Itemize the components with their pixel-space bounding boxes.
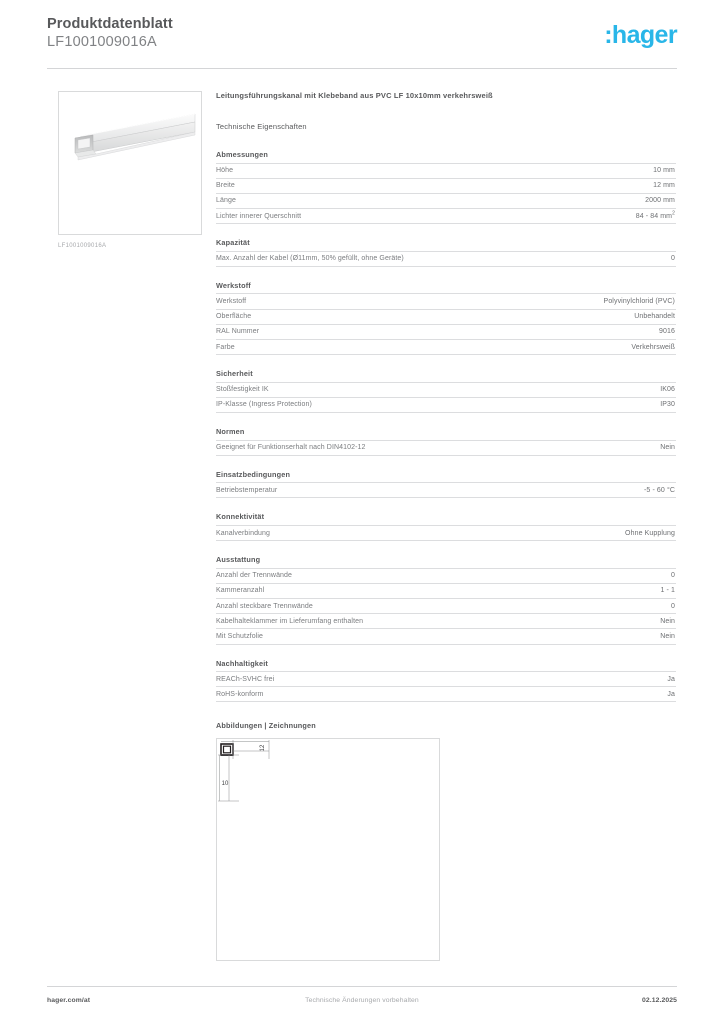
spec-label: Mit Schutzfolie [216, 632, 264, 640]
table-row [216, 193, 676, 208]
spec-section-title: Normen [216, 427, 245, 437]
technical-drawing-box [216, 738, 440, 961]
footer-website[interactable]: hager.com/at [47, 997, 91, 1004]
technical-properties-heading: Technische Eigenschaften [216, 122, 307, 131]
spec-value: Nein [660, 444, 675, 452]
drawings-heading: Abbildungen | Zeichnungen [216, 721, 316, 731]
spec-section [216, 238, 676, 267]
spec-value: Unbehandelt [634, 313, 675, 321]
spec-section [216, 512, 676, 541]
spec-section [216, 150, 676, 224]
table-row [216, 309, 676, 324]
spec-value: Nein [660, 632, 675, 640]
spec-label: Farbe [216, 343, 235, 351]
width-dimension-label: 12 [260, 745, 266, 752]
spec-label: REACh-SVHC frei [216, 675, 275, 683]
spec-label: Anzahl steckbare Trennwände [216, 602, 313, 610]
technical-drawing [217, 739, 439, 960]
page-header [47, 16, 677, 68]
height-dimension [218, 755, 239, 801]
page-footer [47, 997, 677, 1009]
table-row [216, 629, 676, 644]
table-row [216, 251, 676, 266]
spec-table [216, 440, 676, 456]
spec-table [216, 251, 676, 267]
spec-value: 9016 [659, 328, 675, 336]
spec-section-title: Ausstattung [216, 555, 261, 565]
spec-label: Kabelhalteklammer im Lieferumfang enthalten [216, 617, 364, 625]
spec-value: 12 mm [653, 182, 675, 190]
footer-divider [47, 986, 677, 987]
height-dimension-label: 10 [221, 781, 229, 788]
spec-label: Kammeranzahl [216, 587, 265, 595]
spec-value: Nein [660, 617, 675, 625]
page-title: Produktdatenblatt [47, 16, 173, 32]
spec-value: 0 [671, 602, 675, 610]
spec-value: -5 - 60 °C [643, 486, 675, 494]
spec-label: Werkstoff [216, 298, 247, 306]
spec-section-title: Konnektivität [216, 512, 265, 522]
spec-label: Anzahl der Trennwände [216, 572, 293, 580]
spec-section [216, 555, 676, 644]
product-reference: LF1001009016A [47, 34, 157, 50]
table-row [216, 163, 676, 178]
spec-value: Polyvinylchlorid (PVC) [603, 298, 675, 306]
spec-label: Geeignet für Funktionserhalt nach DIN4102-12 [216, 444, 366, 452]
spec-label: Stoßfestigkeit IK [216, 386, 269, 394]
spec-label: Länge [216, 197, 236, 205]
spec-table [216, 525, 676, 541]
spec-value: 0 [671, 255, 675, 263]
cable-trunking-illustration [59, 92, 199, 232]
table-row [216, 324, 676, 339]
spec-label: Oberfläche [216, 313, 252, 321]
spec-value: IP30 [660, 401, 675, 409]
spec-value: Ja [667, 690, 675, 698]
spec-section [216, 659, 676, 703]
table-row [216, 382, 676, 397]
spec-label: Betriebstemperatur [216, 486, 278, 494]
spec-section [216, 470, 676, 499]
table-row [216, 583, 676, 598]
table-row [216, 672, 676, 687]
duct-cross-section [221, 744, 233, 756]
spec-label: RoHS-konform [216, 690, 264, 698]
spec-label: Lichter innerer Querschnitt [216, 212, 302, 220]
spec-label: Breite [216, 182, 235, 190]
spec-value: Verkehrsweiß [631, 343, 675, 351]
table-row [216, 568, 676, 583]
spec-section-title: Abmessungen [216, 150, 268, 159]
spec-section-title: Einsatzbedingungen [216, 469, 291, 479]
spec-table [216, 568, 676, 645]
spec-value [446, 209, 676, 224]
main-content [216, 91, 676, 961]
product-image [58, 91, 202, 235]
spec-table [216, 671, 676, 702]
footer-disclaimer: Technische Änderungen vorbehalten [305, 997, 419, 1004]
spec-table [216, 482, 676, 498]
spec-value-text: 84 - 84 mm [635, 212, 673, 220]
spec-value: Ohne Kupplung [625, 529, 675, 537]
spec-value: 1 - 1 [660, 587, 675, 595]
table-row [216, 599, 676, 614]
spec-value: IK06 [660, 386, 675, 394]
spec-section-title: Sicherheit [216, 369, 253, 379]
table-row [216, 687, 676, 702]
product-description: Leitungsführungskanal mit Klebeband aus PVC LF 10x10mm verkehrsweiß [216, 91, 493, 100]
product-image-caption: LF1001009016A [58, 243, 107, 249]
header-divider [47, 68, 677, 69]
spec-section-title: Werkstoff [216, 280, 251, 290]
table-row [216, 178, 676, 193]
spec-table [216, 163, 676, 225]
spec-value: 0 [671, 572, 675, 580]
spec-section [216, 281, 676, 355]
table-row [216, 340, 676, 355]
spec-value-superscript: 2 [672, 210, 675, 217]
footer-date: 02.12.2025 [641, 997, 677, 1004]
spec-section-title: Nachhaltigkeit [216, 658, 268, 668]
table-row [216, 397, 676, 412]
spec-sections [216, 150, 676, 702]
table-row [216, 209, 676, 224]
table-row [216, 525, 676, 540]
spec-section [216, 427, 676, 456]
spec-value: 10 mm [653, 167, 675, 175]
spec-value: 2000 mm [645, 197, 675, 205]
spec-table [216, 382, 676, 413]
table-row [216, 294, 676, 309]
spec-section-title: Kapazität [216, 238, 250, 248]
spec-label: Max. Anzahl der Kabel (Ø11mm, 50% gefüllt, ohne Geräte) [216, 255, 404, 263]
spec-value: Ja [667, 675, 675, 683]
table-row [216, 614, 676, 629]
spec-label: Höhe [216, 167, 234, 175]
spec-section [216, 369, 676, 413]
spec-label: IP-Klasse (Ingress Protection) [216, 401, 312, 409]
table-row [216, 440, 676, 455]
table-row [216, 483, 676, 498]
spec-label: RAL Nummer [216, 328, 260, 336]
spec-label: Kanalverbindung [216, 529, 271, 537]
spec-table [216, 293, 676, 355]
hager-logo: :hager [604, 21, 677, 49]
